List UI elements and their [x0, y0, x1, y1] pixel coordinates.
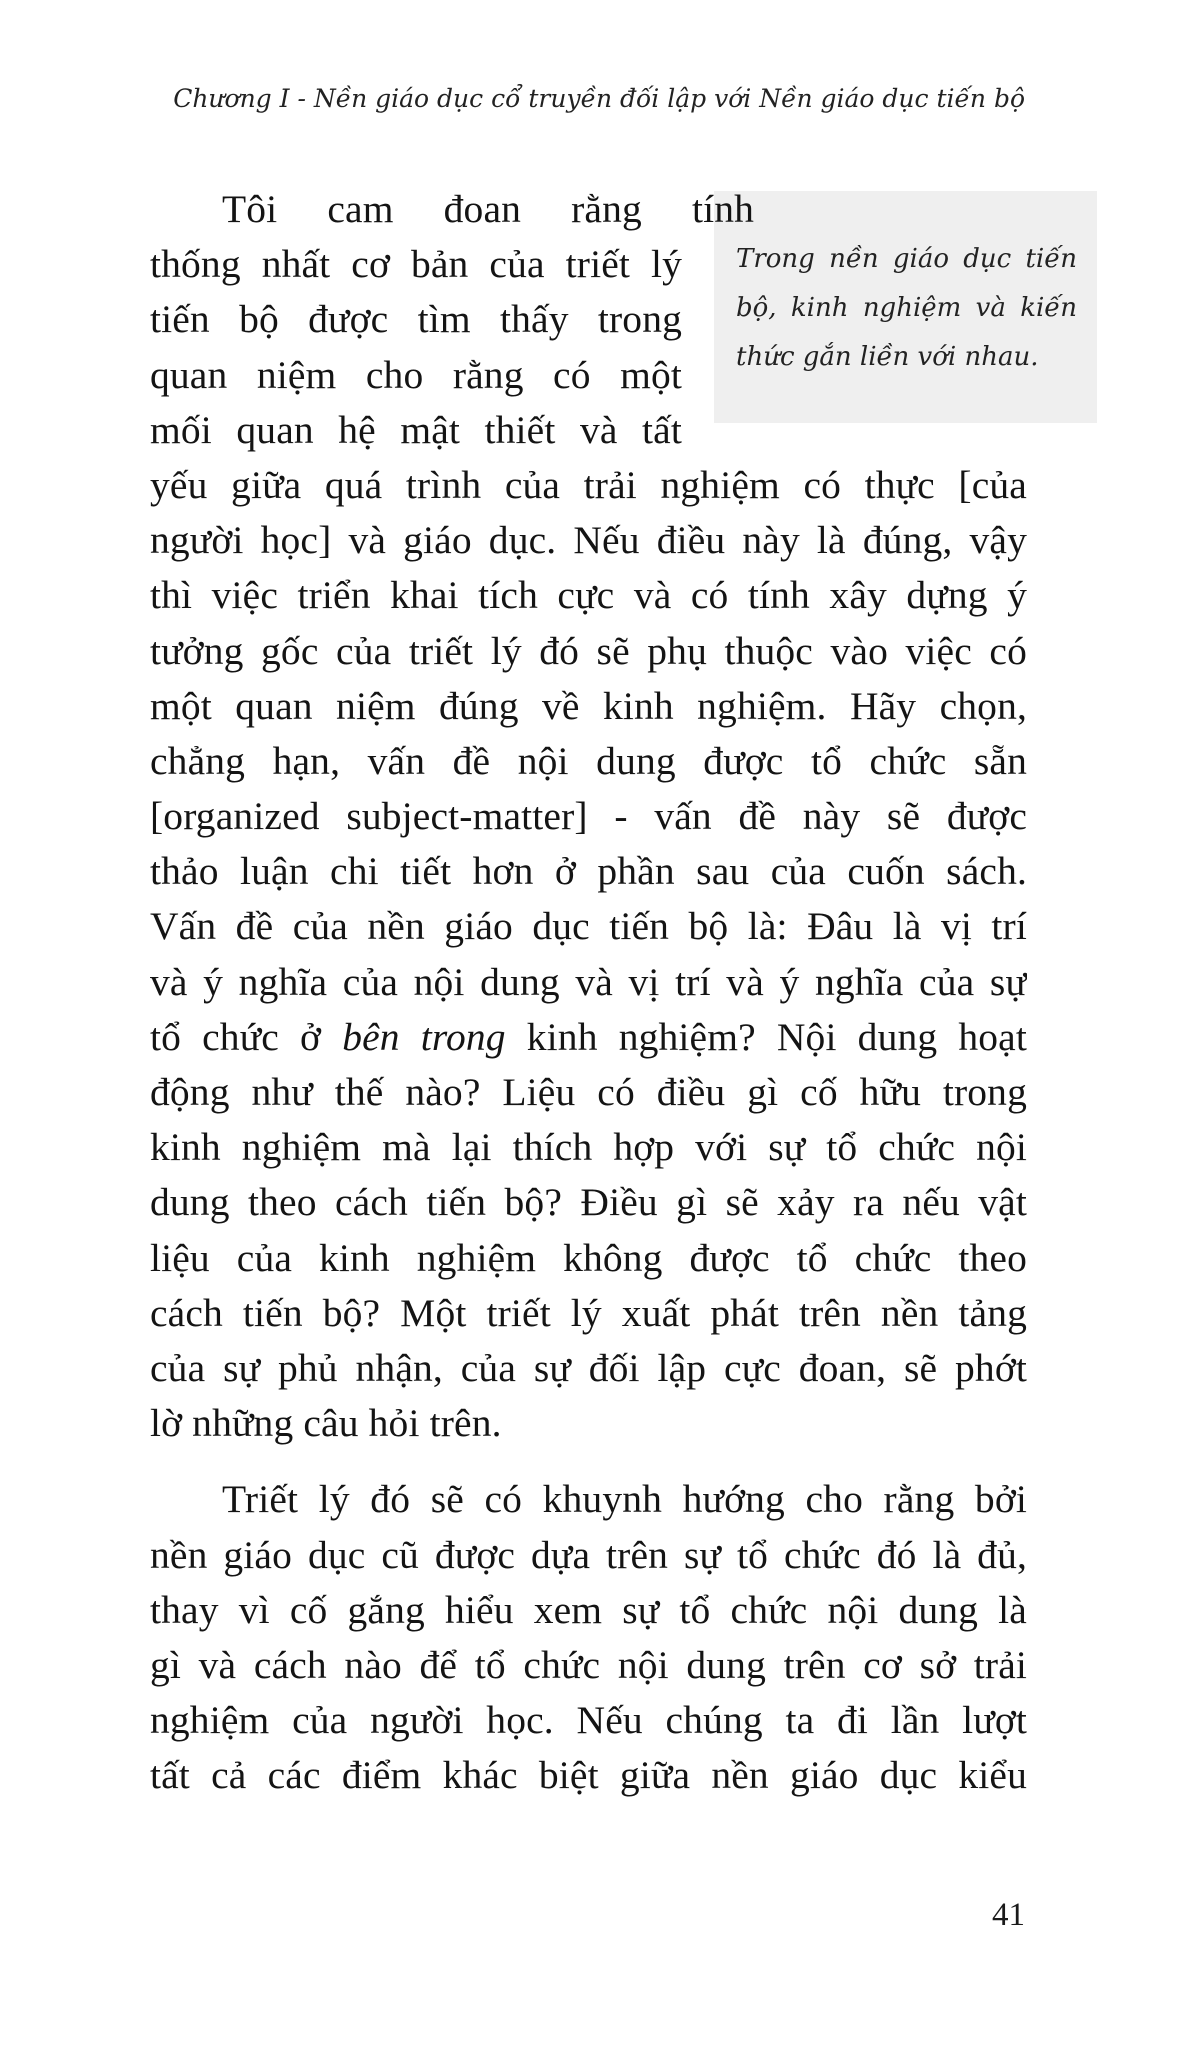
page-number: 41 — [992, 1897, 1025, 1933]
text-line: dung theo cách tiến bộ? Điều gì sẽ xảy ra nếu vật — [150, 1180, 1027, 1225]
text-line: động như thế nào? Liệu có điều gì cố hữu trong — [150, 1070, 1027, 1114]
text-line: của sự phủ nhận, của sự đối lập cực đoan, sẽ phớt — [150, 1345, 1027, 1390]
text-line: quan niệm cho rằng có một — [150, 352, 682, 397]
text-line: thảo luận chi tiết hơn ở phần sau của cuốn sách. — [150, 849, 1027, 894]
text-line: Vấn đề của nền giáo dục tiến bộ là: Đâu là vị trí — [150, 904, 1027, 949]
running-header: Chương I - Nền giáo dục cổ truyền đối lập với Nền giáo dục tiến bộ — [173, 84, 1025, 113]
text-line: mối quan hệ mật thiết và tất — [150, 407, 682, 452]
text-line: và ý nghĩa của nội dung và vị trí và ý nghĩa của sự — [150, 959, 1027, 1004]
text-run: tổ chức ở — [150, 1014, 343, 1059]
text-line: chẳng hạn, vấn đề nội dung được tổ chức sẵn — [150, 738, 1027, 783]
text-line: lờ những câu hỏi trên. — [150, 1401, 502, 1446]
text-line: cách tiến bộ? Một triết lý xuất phát trên nền tảng — [150, 1290, 1027, 1335]
text-line: Tôi cam đoan rằng tính — [222, 187, 754, 231]
text-line: gì và cách nào để tổ chức nội dung trên cơ sở trải — [150, 1642, 1027, 1687]
paragraph-1 — [150, 182, 1027, 1451]
text-run: kinh nghiệm? Nội dung hoạt — [505, 1014, 1027, 1059]
text-line: tiến bộ được tìm thấy trong — [150, 297, 682, 342]
paragraph-spacer — [150, 1451, 1027, 1472]
text-line: Triết lý đó sẽ có khuynh hướng cho rằng bởi — [222, 1477, 1027, 1522]
paragraph-2 — [150, 1472, 1027, 1803]
text-line: thì việc triển khai tích cực và có tính xây dựng ý — [150, 573, 1027, 618]
text-line: một quan niệm đúng về kinh nghiệm. Hãy chọn, — [150, 683, 1027, 728]
text-line: yếu giữa quá trình của trải nghiệm có thực [của — [150, 462, 1027, 507]
text-line: nền giáo dục cũ được dựa trên sự tổ chức đó là đủ, — [150, 1532, 1027, 1577]
emphasis-text: bên trong — [342, 1014, 506, 1059]
text-line: tất cả các điểm khác biệt giữa nền giáo dục kiểu — [150, 1753, 1027, 1798]
body-text — [150, 182, 1027, 1803]
text-line — [150, 1010, 1027, 1065]
text-line: người học] và giáo dục. Nếu điều này là đúng, vậy — [150, 518, 1027, 563]
text-line: liệu của kinh nghiệm không được tổ chức theo — [150, 1235, 1027, 1280]
text-line: [organized subject-matter] - vấn đề này sẽ được — [150, 794, 1027, 839]
text-line: thống nhất cơ bản của triết lý — [150, 242, 682, 287]
text-line: tưởng gốc của triết lý đó sẽ phụ thuộc vào việc có — [150, 628, 1027, 673]
text-line: kinh nghiệm mà lại thích hợp với sự tổ chức nội — [150, 1125, 1027, 1170]
text-line: thay vì cố gắng hiểu xem sự tổ chức nội dung là — [150, 1587, 1027, 1632]
pull-quote: Trong nền giáo dục tiến bộ, kinh nghiệm và kiến thức gắn liền với nhau. — [714, 191, 1097, 423]
text-line: nghiệm của người học. Nếu chúng ta đi lần lượt — [150, 1698, 1027, 1743]
